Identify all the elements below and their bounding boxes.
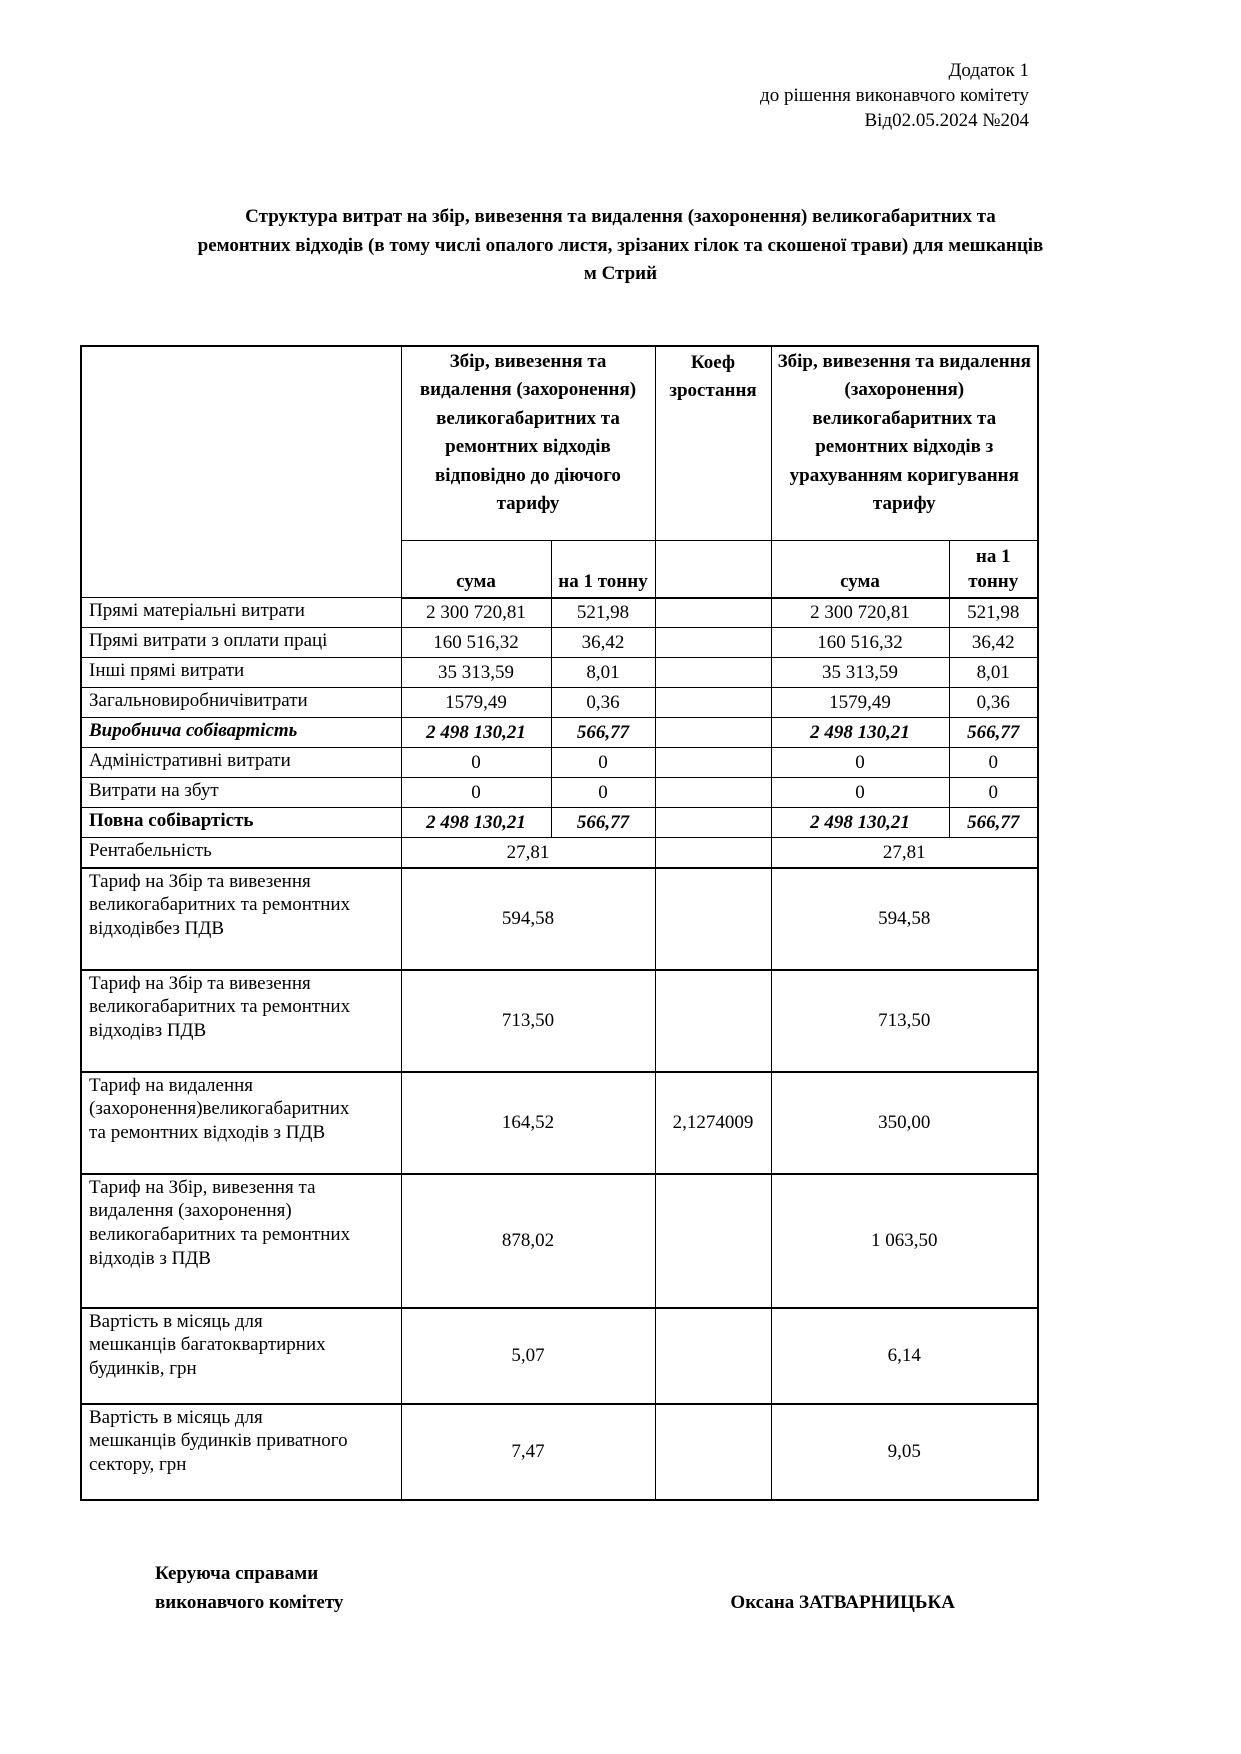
adjusted-per-ton-cell: 566,77 xyxy=(949,808,1038,838)
adjusted-sum-cell: 0 xyxy=(771,748,949,778)
row-label-cell: Інші прямі витрати xyxy=(81,658,401,688)
current-tariff-value-cell: 594,58 xyxy=(401,868,655,970)
adjusted-sum-cell: 2 498 130,21 xyxy=(771,718,949,748)
adjusted-tariff-value-cell: 713,50 xyxy=(771,970,1038,1072)
adjusted-per-ton-cell: 36,42 xyxy=(949,628,1038,658)
row-label-cell: Прямі матеріальні витрати xyxy=(81,598,401,628)
growth-coefficient-cell xyxy=(655,598,771,628)
table-row xyxy=(81,688,1038,718)
adjusted-sum-cell: 2 300 720,81 xyxy=(771,598,949,628)
current-per-ton-cell: 0 xyxy=(551,778,655,808)
table-row xyxy=(81,658,1038,688)
subheader-sum-adjusted: сума xyxy=(771,541,949,598)
growth-coefficient-cell xyxy=(655,748,771,778)
corner-line-appendix: Додаток 1 xyxy=(948,60,1029,81)
adjusted-sum-cell: 2 498 130,21 xyxy=(771,808,949,838)
cost-structure-table xyxy=(80,345,1039,1501)
row-label-cell: Тариф на Збір та вивезення великогабаритних та ремонтних відходівбез ПДВ xyxy=(81,868,401,970)
current-per-ton-cell: 36,42 xyxy=(551,628,655,658)
corner-line-date-number: Від02.05.2024 №204 xyxy=(864,110,1029,132)
corner-empty-cell xyxy=(81,346,401,598)
table-row xyxy=(81,1072,1038,1174)
adjusted-tariff-value-cell: 6,14 xyxy=(771,1308,1038,1404)
row-label-cell: Повна собівартість xyxy=(81,808,401,838)
table-body xyxy=(81,598,1038,1500)
table-row xyxy=(81,1174,1038,1308)
adjusted-sum-cell: 160 516,32 xyxy=(771,628,949,658)
growth-coefficient-cell xyxy=(655,778,771,808)
header-row-groups xyxy=(81,346,1038,541)
adjusted-sum-cell: 35 313,59 xyxy=(771,658,949,688)
signature-block xyxy=(0,1559,1241,1618)
current-tariff-value-cell: 27,81 xyxy=(401,838,655,868)
adjusted-tariff-value-cell: 594,58 xyxy=(771,868,1038,970)
table-row xyxy=(81,778,1038,808)
row-label-cell: Вартість в місяць для мешканців багатоквартирних будинків, грн xyxy=(81,1308,401,1404)
table-row xyxy=(81,838,1038,868)
signature-role-line2: виконавчого комітету xyxy=(155,1592,344,1614)
group-header-current-tariff: Збір, вивезення та видалення (захоронення) великогабаритних та ремонтних відходів відповідно до діючого тарифу xyxy=(401,346,655,541)
growth-coefficient-cell xyxy=(655,688,771,718)
group-header-adjusted-tariff: Збір, вивезення та видалення (захоронення) великогабаритних та ремонтних відходів з урахуванням коригування тарифу xyxy=(771,346,1038,541)
current-sum-cell: 1579,49 xyxy=(401,688,551,718)
current-per-ton-cell: 521,98 xyxy=(551,598,655,628)
row-label-cell: Рентабельність xyxy=(81,838,401,868)
signature-role-line1: Керуюча справами xyxy=(155,1562,319,1584)
table-row xyxy=(81,598,1038,628)
table-row xyxy=(81,808,1038,838)
current-sum-cell: 2 498 130,21 xyxy=(401,718,551,748)
current-sum-cell: 160 516,32 xyxy=(401,628,551,658)
table-row xyxy=(81,970,1038,1072)
row-label-cell: Загальновиробничівитрати xyxy=(81,688,401,718)
adjusted-tariff-value-cell: 9,05 xyxy=(771,1404,1038,1500)
adjusted-per-ton-cell: 0 xyxy=(949,778,1038,808)
adjusted-per-ton-cell: 521,98 xyxy=(949,598,1038,628)
current-tariff-value-cell: 7,47 xyxy=(401,1404,655,1500)
current-sum-cell: 0 xyxy=(401,748,551,778)
growth-coefficient-cell xyxy=(655,718,771,748)
current-sum-cell: 0 xyxy=(401,778,551,808)
current-sum-cell: 35 313,59 xyxy=(401,658,551,688)
current-per-ton-cell: 566,77 xyxy=(551,718,655,748)
subheader-per-ton-current: на 1 тонну xyxy=(551,541,655,598)
current-sum-cell: 2 498 130,21 xyxy=(401,808,551,838)
row-label-cell: Тариф на видалення (захоронення)великогабаритних та ремонтних відходів з ПДВ xyxy=(81,1072,401,1174)
signature-name: Оксана ЗАТВАРНИЦЬКА xyxy=(730,1592,955,1614)
row-label-cell: Виробнича собівартість xyxy=(81,718,401,748)
growth-coefficient-cell xyxy=(655,1174,771,1308)
growth-coefficient-cell xyxy=(655,628,771,658)
signature-role xyxy=(155,1559,343,1618)
growth-coefficient-cell xyxy=(655,808,771,838)
growth-coefficient-cell: 2,1274009 xyxy=(655,1072,771,1174)
table-row xyxy=(81,748,1038,778)
adjusted-tariff-value-cell: 27,81 xyxy=(771,838,1038,868)
subheader-koef-empty xyxy=(655,541,771,598)
row-label-cell: Вартість в місяць для мешканців будинків приватного сектору, грн xyxy=(81,1404,401,1500)
row-label-cell: Тариф на Збір та вивезення великогабаритних та ремонтних відходівз ПДВ xyxy=(81,970,401,1072)
corner-annotation xyxy=(0,0,1241,133)
row-label-cell: Адміністративні витрати xyxy=(81,748,401,778)
current-tariff-value-cell: 5,07 xyxy=(401,1308,655,1404)
growth-coefficient-cell xyxy=(655,1404,771,1500)
document-title: Структура витрат на збір, вивезення та видалення (захоронення) великогабаритних та ремонтних відходів (в тому числі опалого листя, зрізаних гілок та скошеної трави) для мешканців м Стрий xyxy=(197,206,1044,285)
table-row xyxy=(81,1308,1038,1404)
growth-coefficient-cell xyxy=(655,1308,771,1404)
table-row xyxy=(81,868,1038,970)
row-label-cell: Прямі витрати з оплати праці xyxy=(81,628,401,658)
current-per-ton-cell: 0 xyxy=(551,748,655,778)
subheader-per-ton-adjusted: на 1 тонну xyxy=(949,541,1038,598)
adjusted-sum-cell: 0 xyxy=(771,778,949,808)
adjusted-sum-cell: 1579,49 xyxy=(771,688,949,718)
table-row xyxy=(81,1404,1038,1500)
current-tariff-value-cell: 713,50 xyxy=(401,970,655,1072)
current-tariff-value-cell: 164,52 xyxy=(401,1072,655,1174)
corner-line-decision: до рішення виконавчого комітету xyxy=(760,85,1029,107)
adjusted-tariff-value-cell: 350,00 xyxy=(771,1072,1038,1174)
current-per-ton-cell: 0,36 xyxy=(551,688,655,718)
adjusted-per-ton-cell: 0 xyxy=(949,748,1038,778)
table-row xyxy=(81,718,1038,748)
adjusted-tariff-value-cell: 1 063,50 xyxy=(771,1174,1038,1308)
current-per-ton-cell: 566,77 xyxy=(551,808,655,838)
current-per-ton-cell: 8,01 xyxy=(551,658,655,688)
group-header-growth-coefficient: Коеф зростання xyxy=(655,346,771,541)
current-sum-cell: 2 300 720,81 xyxy=(401,598,551,628)
adjusted-per-ton-cell: 8,01 xyxy=(949,658,1038,688)
growth-coefficient-cell xyxy=(655,838,771,868)
subheader-sum-current: сума xyxy=(401,541,551,598)
table-row xyxy=(81,628,1038,658)
row-label-cell: Витрати на збут xyxy=(81,778,401,808)
row-label-cell: Тариф на Збір, вивезення та видалення (захоронення) великогабаритних та ремонтних відходів з ПДВ xyxy=(81,1174,401,1308)
adjusted-per-ton-cell: 0,36 xyxy=(949,688,1038,718)
growth-coefficient-cell xyxy=(655,658,771,688)
adjusted-per-ton-cell: 566,77 xyxy=(949,718,1038,748)
growth-coefficient-cell xyxy=(655,970,771,1072)
growth-coefficient-cell xyxy=(655,868,771,970)
current-tariff-value-cell: 878,02 xyxy=(401,1174,655,1308)
